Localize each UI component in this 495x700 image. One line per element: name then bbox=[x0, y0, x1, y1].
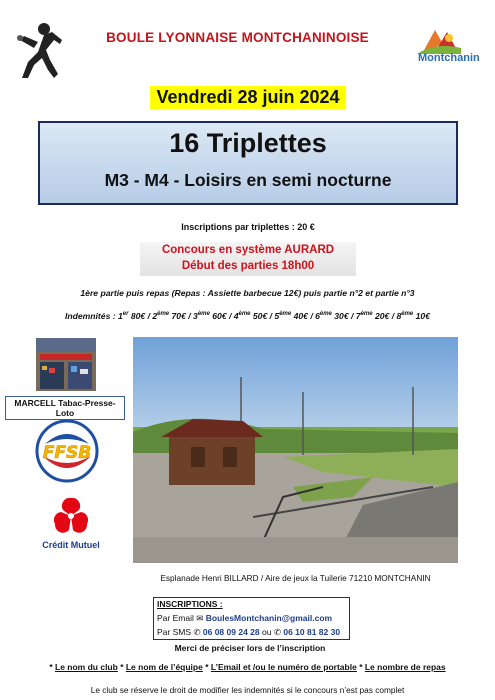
contact-email[interactable]: BoulesMontchanin@gmail.com bbox=[205, 613, 333, 623]
registration-note: Merci de préciser lors de l’inscription bbox=[174, 643, 326, 653]
indemnity-item: 7ème 20€ / bbox=[355, 311, 397, 321]
indemnity-item: 3ème 60€ / bbox=[193, 311, 234, 321]
contact-phone-1[interactable]: 06 08 09 24 28 bbox=[202, 627, 260, 637]
competition-system: Concours en système AURARD bbox=[161, 244, 335, 256]
registration-price: Inscriptions par triplettes : 20 € bbox=[181, 222, 315, 232]
venue-photo bbox=[133, 337, 458, 563]
registration-email-line bbox=[157, 613, 332, 624]
envelope-icon: ✉ bbox=[196, 613, 204, 623]
requirement-contact: L’Email et /ou le numéro de portable bbox=[210, 662, 357, 672]
or-label: ou bbox=[262, 627, 272, 637]
indemnity-item: 4ème 50€ / bbox=[233, 311, 275, 321]
indemnity-item: 8ème 10€ bbox=[396, 311, 430, 321]
ffsb-logo-text: FFSB bbox=[42, 443, 92, 463]
phone-icon-2: ✆ bbox=[273, 627, 281, 637]
start-time: Début des parties 18h00 bbox=[181, 260, 315, 272]
requirement-meals: Le nombre de repas bbox=[364, 662, 446, 672]
event-title: 16 Triplettes bbox=[169, 128, 327, 158]
registration-sms-line bbox=[157, 627, 340, 638]
credit-mutuel-logo bbox=[40, 495, 102, 553]
montchanin-town-logo bbox=[405, 24, 485, 72]
contact-phone-2[interactable]: 06 10 81 82 30 bbox=[283, 627, 341, 637]
indemnity-item: 2ème 70€ / bbox=[152, 311, 194, 321]
event-categories: M3 - M4 - Loisirs en semi nocturne bbox=[104, 170, 392, 190]
email-prefix: Par Email bbox=[157, 613, 194, 623]
phone-icon: ✆ bbox=[193, 627, 201, 637]
indemnities-line bbox=[30, 311, 465, 321]
tabac-shop-label: MARCELL Tabac-Presse-Loto bbox=[5, 396, 125, 420]
ffsb-federation-logo bbox=[33, 418, 101, 484]
club-title: BOULE LYONNAISE MONTCHANINOISE bbox=[106, 30, 369, 45]
registration-heading: INSCRIPTIONS : bbox=[157, 599, 223, 609]
indemnity-item: 5ème 40€ / bbox=[274, 311, 316, 321]
indemnities-label: Indemnités : bbox=[64, 311, 116, 321]
montchanin-logo-text: Montchanin bbox=[418, 52, 480, 64]
indemnities-list bbox=[118, 311, 430, 321]
footer-disclaimer: Le club se réserve le droit de modifier les indemnités si le concours n’est pas complet bbox=[90, 685, 405, 695]
indemnity-item: 6ème 30€ / bbox=[315, 311, 356, 321]
meal-info: 1ère partie puis repas (Repas : Assiette barbecue 12€) puis partie n°2 et partie n°3 bbox=[80, 288, 415, 298]
sms-prefix: Par SMS bbox=[157, 627, 192, 637]
registration-requirements: * Le nom du club * Le nom de l’équipe * L’Email et /ou le numéro de portable * Le nombre de repas bbox=[49, 662, 446, 672]
tabac-shop-photo bbox=[36, 338, 96, 391]
venue-address: Esplanade Henri BILLARD / Aire de jeux la Tuilerie 71210 MONTCHANIN bbox=[160, 573, 431, 583]
indemnity-item: 1er 80€ / bbox=[118, 311, 153, 321]
credit-mutuel-text: Crédit Mutuel bbox=[42, 540, 100, 550]
requirement-club: Le nom du club bbox=[55, 662, 118, 672]
requirement-team: Le nom de l’équipe bbox=[125, 662, 203, 672]
bouliste-silhouette-logo bbox=[14, 20, 64, 82]
event-date: Vendredi 28 juin 2024 bbox=[150, 86, 346, 109]
